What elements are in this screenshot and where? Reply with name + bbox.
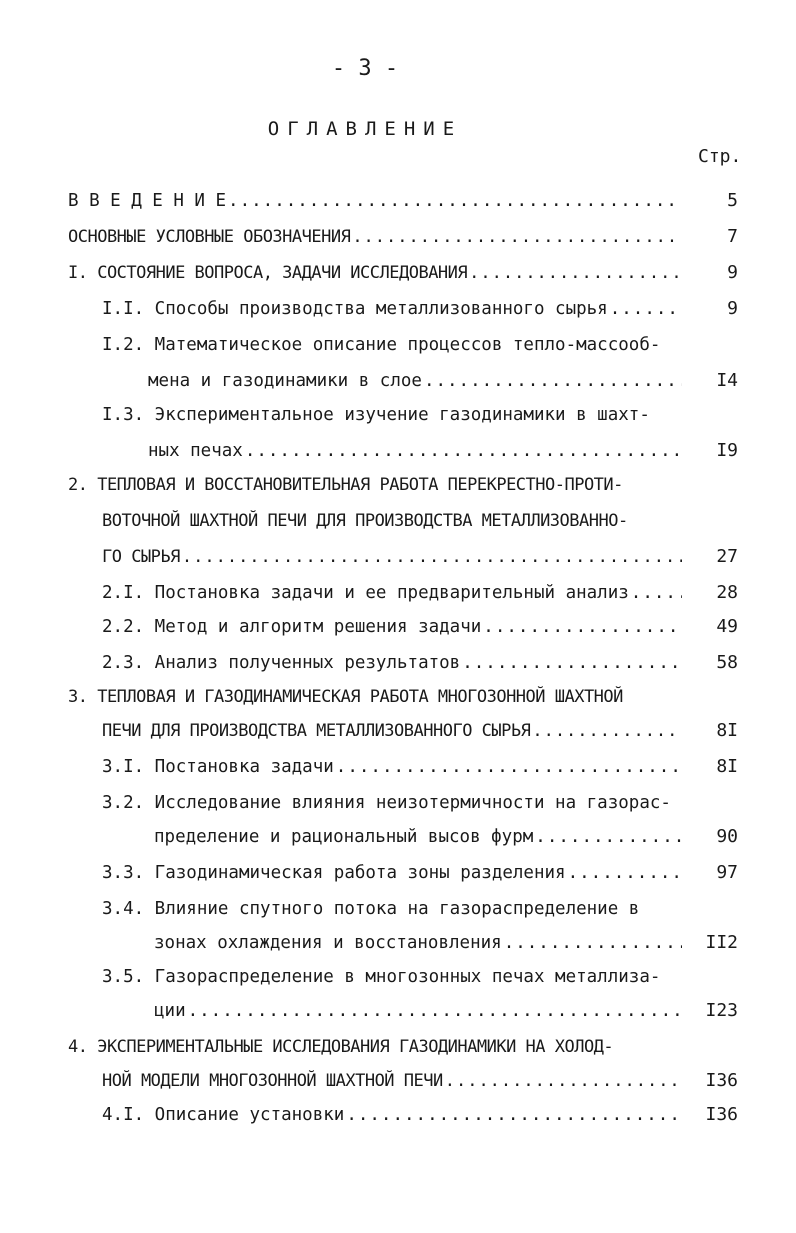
toc-entry[interactable]: [68, 682, 682, 712]
leader-dots: [532, 716, 682, 746]
toc-entry-text: 2.2. Метод и алгоритм решения задачи: [102, 617, 482, 637]
toc-entry-text: зонах охлаждения и восстановления: [154, 933, 502, 953]
leader-dots: [346, 1100, 682, 1130]
toc-entry[interactable]: [154, 996, 682, 1026]
toc-entry-page: 8I: [716, 720, 738, 741]
toc-entry-text: 3.4. Влияние спутного потока на газораспределение в: [102, 899, 640, 919]
toc-entry[interactable]: [68, 1032, 682, 1062]
toc-entry[interactable]: [102, 578, 682, 608]
page-number: - 3 -: [331, 56, 399, 81]
toc-entry[interactable]: [102, 962, 682, 992]
toc-entry-page: 8I: [716, 756, 738, 777]
leader-dots: [504, 928, 682, 958]
toc-entry[interactable]: [102, 294, 682, 324]
toc-entry[interactable]: [102, 894, 682, 924]
toc-entry-text: 4. ЭКСПЕРИМЕНТАЛЬНЫЕ ИССЛЕДОВАНИЯ ГАЗОДИНАМИКИ НА ХОЛОД-: [68, 1037, 614, 1057]
toc-entry-page: II2: [705, 932, 738, 953]
toc-entry-text: 2. ТЕПЛОВАЯ И ВОССТАНОВИТЕЛЬНАЯ РАБОТА ПЕРЕКРЕСТНО-ПРОТИ-: [68, 475, 623, 495]
toc-entry-text: ПЕЧИ ДЛЯ ПРОИЗВОДСТВА МЕТАЛЛИЗОВАННОГО СЫРЬЯ: [102, 721, 531, 741]
toc-entry[interactable]: [68, 222, 682, 252]
toc-entry-text: ВОТОЧНОЙ ШАХТНОЙ ПЕЧИ ДЛЯ ПРОИЗВОДСТВА МЕТАЛЛИЗОВАННО-: [102, 511, 628, 531]
toc-entry-page: 7: [727, 226, 738, 247]
leader-dots: [336, 752, 682, 782]
leader-dots: [469, 258, 682, 288]
toc-entry[interactable]: [102, 716, 682, 746]
toc-entry[interactable]: [148, 436, 682, 466]
toc-entry[interactable]: [154, 928, 682, 958]
toc-entry[interactable]: [102, 612, 682, 642]
toc-entry[interactable]: [154, 822, 682, 852]
toc-entry[interactable]: [102, 1100, 682, 1130]
toc-entry-text: I.3. Экспериментальное изучение газодинамики в шахт-: [102, 405, 650, 425]
toc-entry-text: 2.I. Постановка задачи и ее предварительный анализ: [102, 583, 629, 603]
leader-dots: [228, 186, 682, 216]
toc-entry[interactable]: [102, 858, 682, 888]
toc-entry-text: I.2. Математическое описание процессов тепло-массооб-: [102, 335, 661, 355]
toc-entry-text: В В Е Д Е Н И Е: [68, 191, 227, 211]
toc-entry[interactable]: [68, 186, 682, 216]
leader-dots: [462, 648, 682, 678]
toc-entry-text: 3.3. Газодинамическая работа зоны разделения: [102, 863, 566, 883]
toc-entry[interactable]: [68, 258, 682, 288]
toc-entry-text: ных печах: [148, 441, 243, 461]
toc-entry-page: 90: [716, 826, 738, 847]
leader-dots: [424, 366, 682, 396]
toc-entry[interactable]: [148, 366, 682, 396]
leader-dots: [610, 294, 682, 324]
toc-entry[interactable]: [102, 542, 682, 572]
toc-entry-page: 9: [727, 298, 738, 319]
toc-entry[interactable]: [102, 400, 682, 430]
toc-entry-text: I. СОСТОЯНИЕ ВОПРОСА, ЗАДАЧИ ИССЛЕДОВАНИЯ: [68, 263, 468, 283]
leader-dots: [245, 436, 682, 466]
toc-entry-page: 27: [716, 546, 738, 567]
toc-entry[interactable]: [102, 752, 682, 782]
toc-entry-page: 28: [716, 582, 738, 603]
toc-entry[interactable]: [68, 470, 682, 500]
toc-entry-page: 9: [727, 262, 738, 283]
leader-dots: [445, 1066, 682, 1096]
toc-entry[interactable]: [102, 788, 682, 818]
leader-dots: [188, 996, 682, 1026]
toc-entry-text: пределение и рациональный высов фурм: [154, 827, 534, 847]
toc-entry[interactable]: [102, 506, 682, 536]
toc-entry-text: 3. ТЕПЛОВАЯ И ГАЗОДИНАМИЧЕСКАЯ РАБОТА МНОГОЗОННОЙ ШАХТНОЙ: [68, 687, 623, 707]
toc-entry-page: 58: [716, 652, 738, 673]
toc-entry-page: I36: [705, 1104, 738, 1125]
toc-entry-page: I4: [716, 370, 738, 391]
toc-entry[interactable]: [102, 648, 682, 678]
leader-dots: [483, 612, 682, 642]
toc-title: ОГЛАВЛЕНИЕ: [267, 118, 463, 140]
toc-entry-page: 5: [727, 190, 738, 211]
toc-entry-page: I36: [705, 1070, 738, 1091]
leader-dots: [568, 858, 682, 888]
toc-entry-page: 97: [716, 862, 738, 883]
toc-entry-text: НОЙ МОДЕЛИ МНОГОЗОННОЙ ШАХТНОЙ ПЕЧИ: [102, 1071, 443, 1091]
toc-entry-text: мена и газодинамики в слое: [148, 371, 422, 391]
leader-dots: [182, 542, 682, 572]
toc-entry-text: ГО СЫРЬЯ: [102, 547, 180, 567]
page-column-label: Стр.: [698, 146, 742, 167]
leader-dots: [352, 222, 682, 252]
toc-entry[interactable]: [102, 1066, 682, 1096]
toc-entry-text: I.I. Способы производства металлизованного сырья: [102, 299, 608, 319]
toc-entry-text: 2.3. Анализ полученных результатов: [102, 653, 461, 673]
toc-entry-text: ОСНОВНЫЕ УСЛОВНЫЕ ОБОЗНАЧЕНИЯ: [68, 227, 351, 247]
toc-entry-page: 49: [716, 616, 738, 637]
toc-entry-text: 3.I. Постановка задачи: [102, 757, 334, 777]
toc-entry-page: I23: [705, 1000, 738, 1021]
toc-entry-page: I9: [716, 440, 738, 461]
toc-entry-text: 3.2. Исследование влияния неизотермичности на газорас-: [102, 793, 671, 813]
leader-dots: [631, 578, 682, 608]
toc-entry-text: 3.5. Газораспределение в многозонных печах металлиза-: [102, 967, 661, 987]
toc-entry[interactable]: [102, 330, 682, 360]
leader-dots: [535, 822, 682, 852]
toc-entry-text: ции: [154, 1001, 186, 1021]
toc-entry-text: 4.I. Описание установки: [102, 1105, 345, 1125]
